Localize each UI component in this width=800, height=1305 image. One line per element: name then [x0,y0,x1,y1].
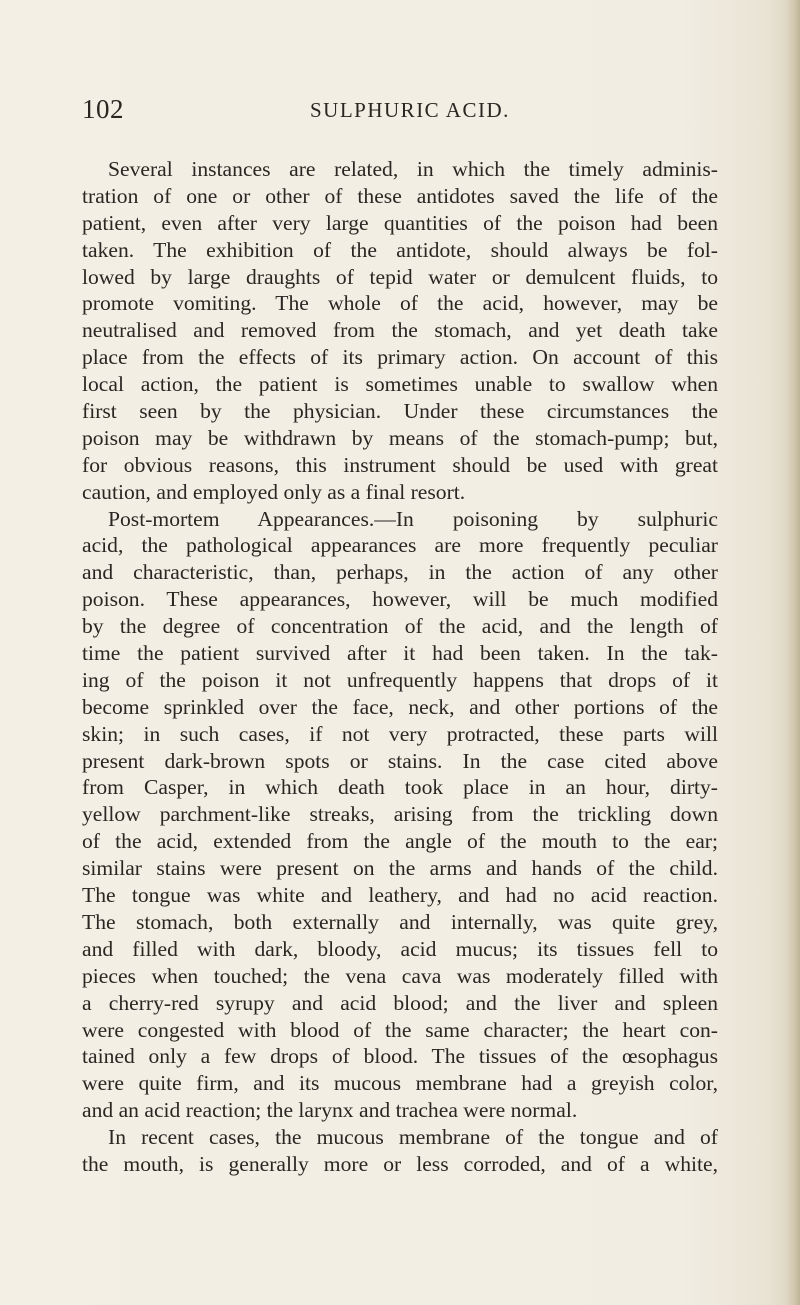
text-line: were quite firm, and its mucous membrane had a greyish color, [82,1071,718,1096]
section-heading-line: Post-mortem Appearances.—In poisoning by sulphuric [108,506,718,531]
text-line: from Casper, in which death took place in an hour, dirty- [82,775,718,800]
text-line: a cherry-red syrupy and acid blood; and the liver and spleen [82,990,718,1015]
text-line: and characteristic, than, perhaps, in the action of any other [82,560,718,585]
text-line: pieces when touched; the vena cava was moderately filled with [82,963,718,988]
text-line: and an acid reaction; the larynx and trachea were normal. [82,1098,578,1123]
text-line: neutralised and removed from the stomach, and yet death take [82,318,718,343]
text-line: acid, the pathological appearances are more frequently peculiar [82,533,718,558]
text-line: taken. The exhibition of the antidote, should always be fol- [82,237,718,262]
text-line: The stomach, both externally and internally, was quite grey, [82,909,718,934]
text-line: similar stains were present on the arms and hands of the child. [82,856,718,881]
text-line: tration of one or other of these antidotes saved the life of the [82,183,718,208]
page-header [82,94,722,134]
text-line: by the degree of concentration of the acid, and the length of [82,614,718,639]
running-head: SULPHURIC ACID. [310,98,510,122]
text-line: place from the effects of its primary action. On account of this [82,345,718,370]
text-line: time the patient survived after it had been taken. In the tak- [82,641,718,666]
text-line: patient, even after very large quantities of the poison had been [82,210,718,235]
text-line: tained only a few drops of blood. The tissues of the œsophagus [82,1044,718,1069]
text-line: and filled with dark, bloody, acid mucus; its tissues fell to [82,936,718,961]
text-line: yellow parchment-like streaks, arising from the trickling down [82,802,718,827]
text-line: were congested with blood of the same character; the heart con- [82,1017,718,1042]
body-text [82,156,718,1178]
text-line: caution, and employed only as a final resort. [82,479,466,504]
text-line: The tongue was white and leathery, and had no acid reaction. [82,883,718,908]
text-line: Several instances are related, in which the timely adminis- [108,157,718,181]
text-line: the mouth, is generally more or less corroded, and of a white, [82,1151,718,1176]
text-line: skin; in such cases, if not very protracted, these parts will [82,721,718,746]
text-line: become sprinkled over the face, neck, and other portions of the [82,694,718,719]
text-line: ing of the poison it not unfrequently happens that drops of it [82,667,718,692]
text-line: lowed by large draughts of tepid water or demulcent fluids, to [82,264,718,289]
text-line: of the acid, extended from the angle of the mouth to the ear; [82,829,718,854]
text-line: poison. These appearances, however, will be much modified [82,587,718,612]
text-line: In recent cases, the mucous membrane of the tongue and of [108,1125,718,1150]
text-line: present dark-brown spots or stains. In the case cited above [82,748,718,773]
text-line: local action, the patient is sometimes unable to swallow when [82,372,718,397]
text-line: first seen by the physician. Under these circumstances the [82,399,718,424]
text-line: for obvious reasons, this instrument should be used with great [82,452,718,477]
page-edge-shadow [786,0,800,1305]
page-number: 102 [82,94,124,124]
text-line: promote vomiting. The whole of the acid, however, may be [82,291,718,316]
text-line: poison may be withdrawn by means of the stomach-pump; but, [82,425,718,450]
